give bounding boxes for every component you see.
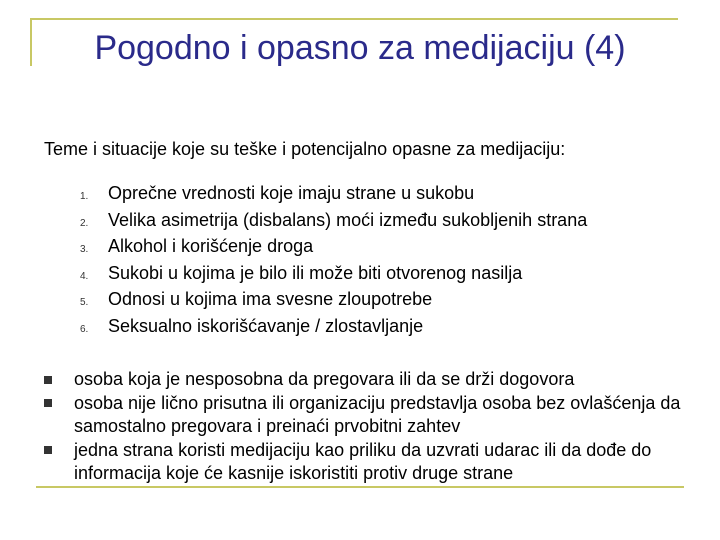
item-text: Sukobi u kojima je bilo ili može biti otvorenog nasilja [108, 262, 523, 283]
list-item [80, 315, 587, 342]
item-number: 1. [80, 191, 89, 202]
item-number: 3. [80, 244, 89, 256]
bullet-text: jedna strana koristi medijaciju kao priliku da uzvrati udarac ili da dođe do informacija koje će kasnije iskoristiti protiv druge strane [74, 439, 652, 483]
item-number: 6. [80, 323, 89, 335]
list-item [80, 182, 587, 209]
bullet-list [44, 368, 694, 486]
item-number: 4. [80, 270, 89, 282]
item-number: 5. [80, 297, 89, 309]
slide-title: Pogodno i opasno za medijaciju (4) [94, 29, 626, 67]
intro-text: Teme i situacije koje su teške i potencijalno opasne za medijaciju: [44, 139, 566, 159]
square-bullet-icon [44, 392, 74, 416]
item-text: Oprečne vrednosti koje imaju strane u sukobu [108, 183, 475, 203]
numbered-list [80, 182, 587, 342]
item-text: Seksualno iskorišćavanje / zlostavljanje [108, 315, 424, 336]
list-item [80, 235, 587, 262]
frame-top-line [30, 18, 678, 20]
bullet-item [44, 392, 694, 439]
item-text: Velika asimetrija (disbalans) moći između sukobljenih strana [108, 209, 588, 230]
list-item [80, 288, 587, 315]
item-number: 2. [80, 217, 89, 229]
list-item [80, 262, 587, 289]
bullet-item [44, 439, 694, 486]
item-text: Alkohol i korišćenje droga [108, 236, 314, 257]
bullet-text: osoba nije lično prisutna ili organizaciju predstavlja osoba bez ovlašćenja da samostalno pregovara i preinaći prvobitni zahtev [74, 392, 681, 436]
item-text: Odnosi u kojima ima svesne zloupotrebe [108, 289, 433, 310]
bullet-item [44, 368, 694, 392]
square-bullet-icon [44, 368, 74, 392]
bullet-text: osoba koja je nesposobna da pregovara ili da se drži dogovora [74, 369, 575, 389]
frame-bottom-line [36, 486, 684, 488]
square-bullet-icon [44, 439, 74, 463]
list-item [80, 209, 587, 236]
